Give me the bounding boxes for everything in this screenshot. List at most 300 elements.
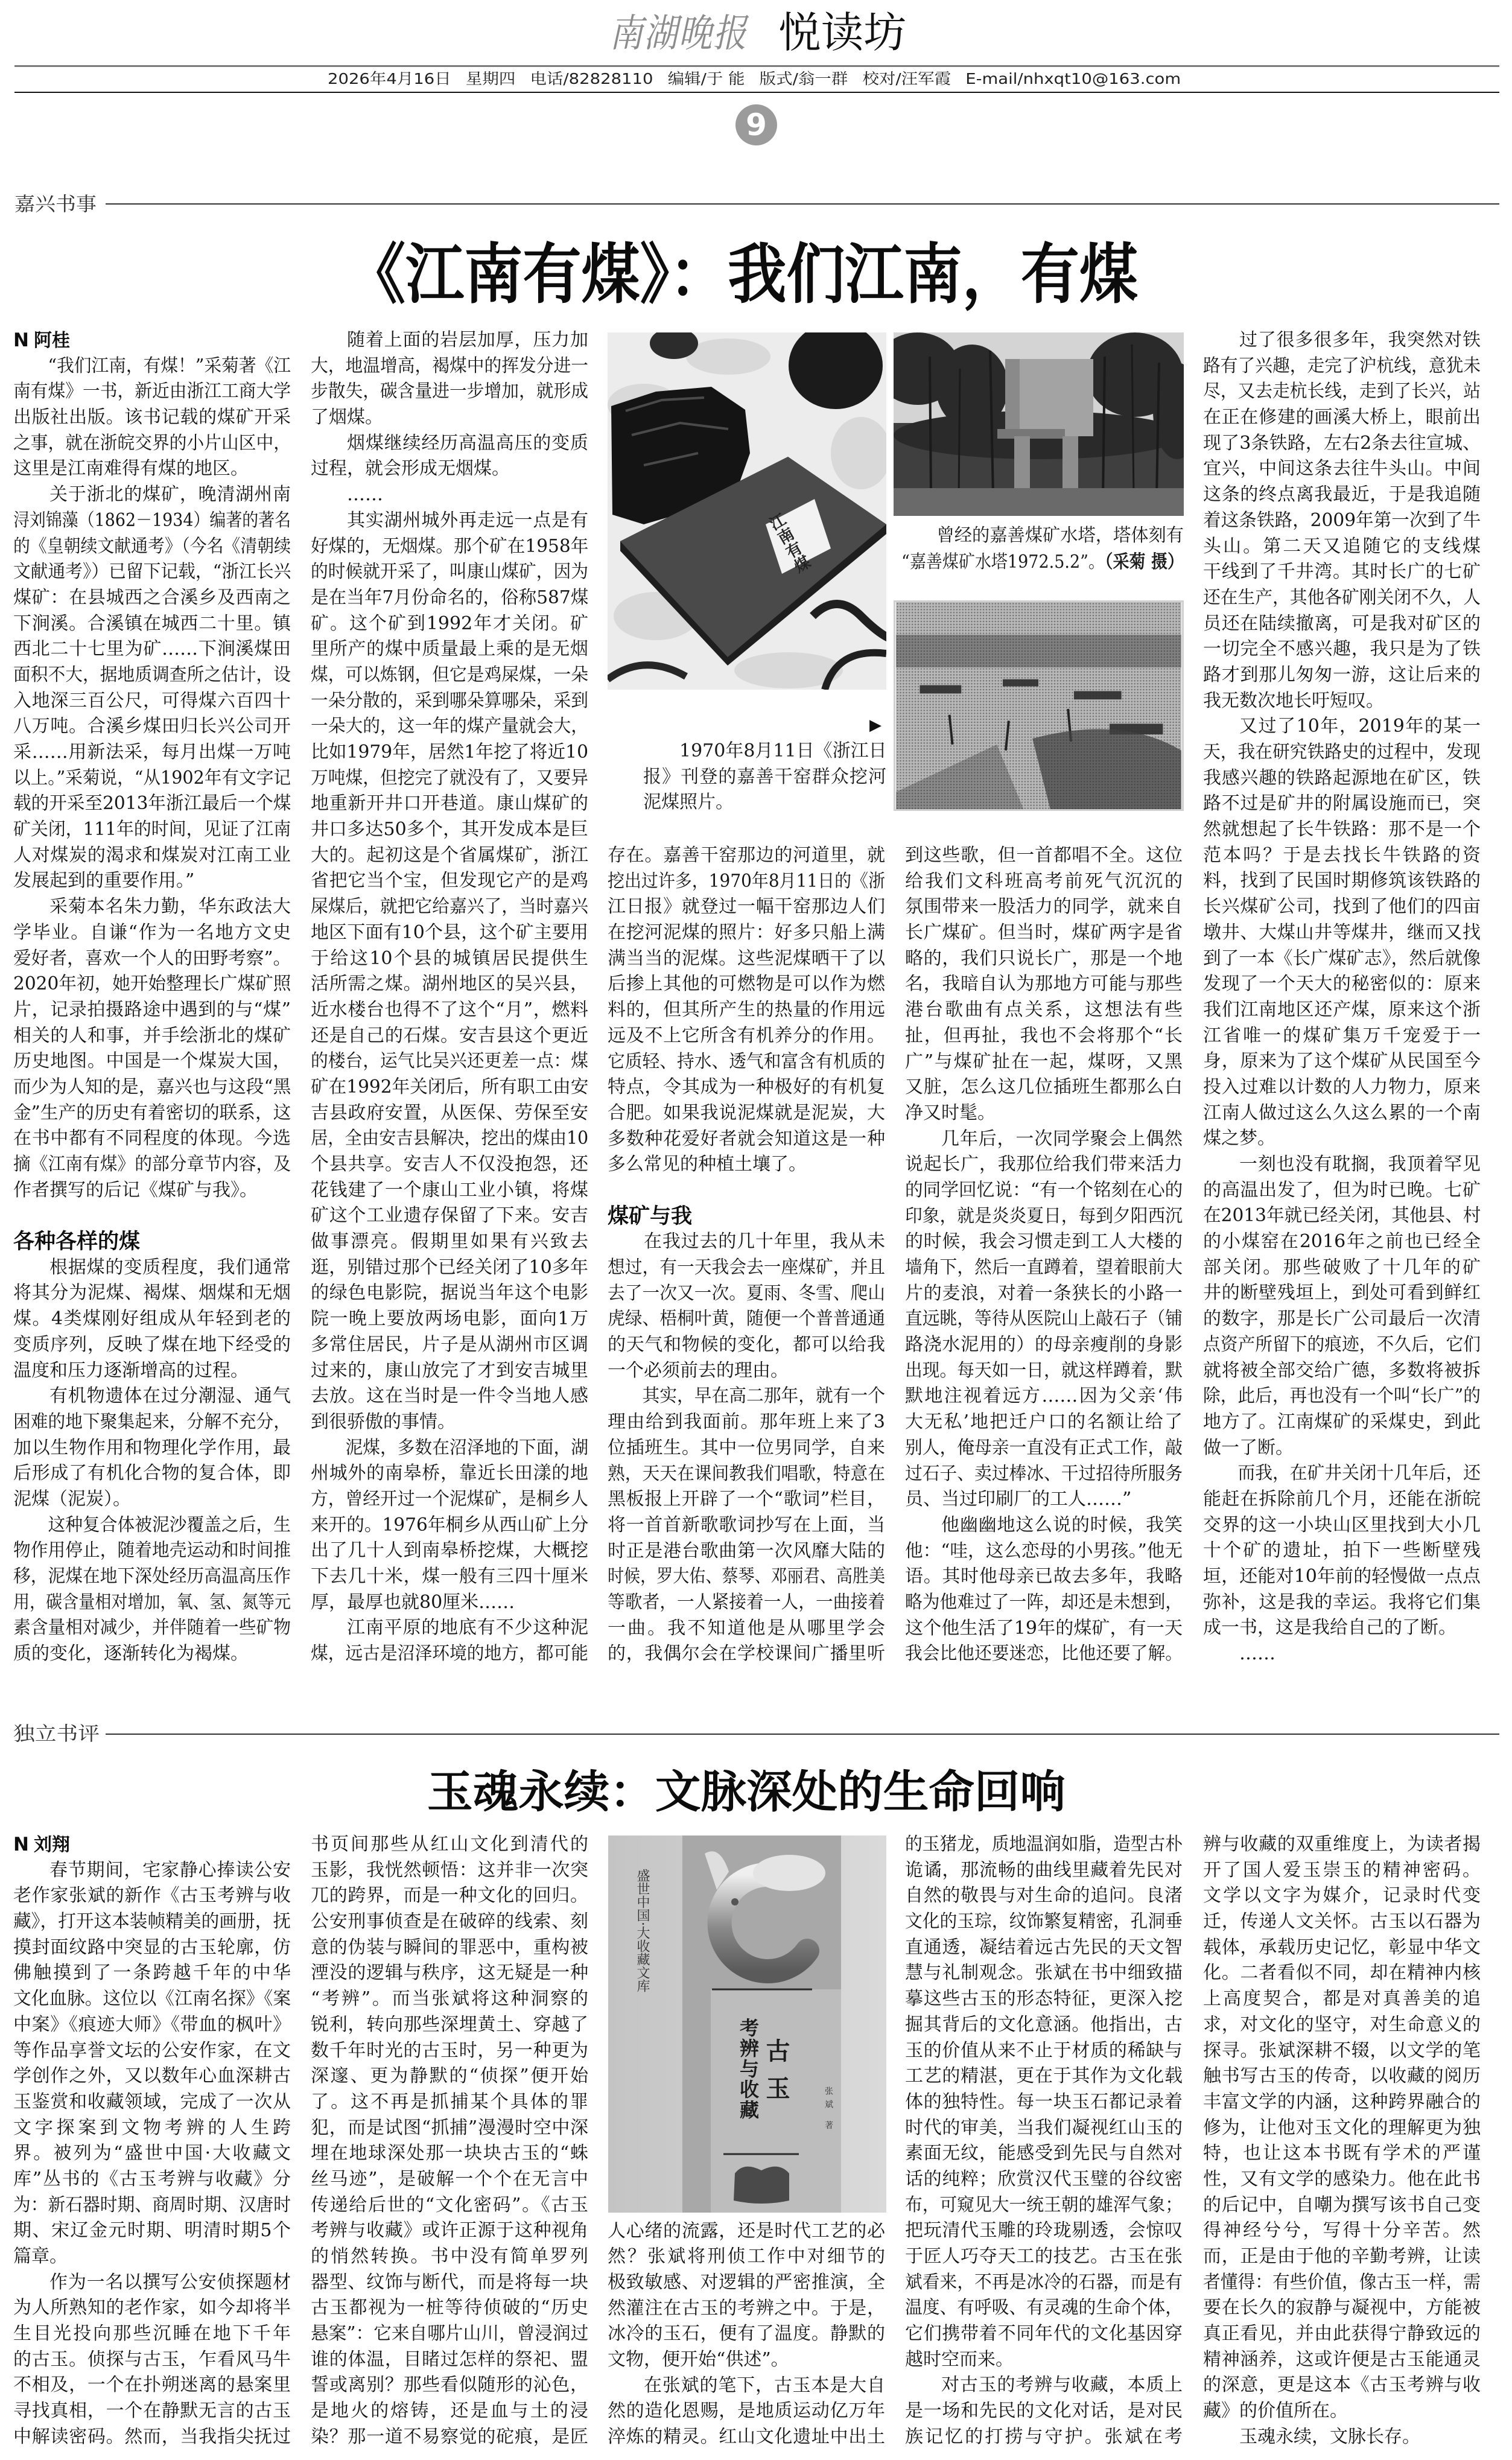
- text-line: 墙角下，然后一直蹲着，望着眼前大: [905, 1257, 1183, 1278]
- text-line: 说起长广，我那位给我们带来活力: [905, 1154, 1183, 1175]
- article-column-3: [608, 843, 885, 1667]
- paragraph: [311, 431, 588, 482]
- text-line: 来开的。1976年桐乡从西山矿上分: [311, 1514, 589, 1536]
- issue-info-line: [328, 71, 1181, 87]
- text-line: 矿这个工业遗存保留了下来。安吉: [311, 1205, 588, 1227]
- text-line: 篇章。: [13, 2246, 68, 2267]
- text-line: 掘其背后的文化意涵。他指出，古: [905, 2013, 1183, 2035]
- text-line: 过来的，康山放完了才到安吉城里: [311, 1359, 588, 1381]
- text-line: 头山。第二天又追随它的支线煤: [1203, 535, 1481, 557]
- text-line: 其实，早在高二那年，就有一个: [642, 1385, 885, 1407]
- text-line: 略为他难过了一阵，却还是未想到，: [905, 1591, 1183, 1613]
- text-line: 特点，令其成为一种极好的有机复: [608, 1076, 885, 1098]
- proofreader: 校对/汪军霞: [862, 70, 951, 87]
- text-line: 能赶在拆除前几个月，还能在浙皖: [1203, 1488, 1481, 1510]
- paragraph: [1203, 328, 1481, 714]
- paragraph: [311, 1615, 588, 1667]
- text-line: 干线到了千井湾。其时长广的七矿: [1203, 561, 1481, 583]
- masthead-rule-top: [14, 65, 1499, 67]
- paragraph: [13, 1384, 291, 1512]
- text-line: 十个矿的遗址，拍下一些断壁残: [1203, 1540, 1481, 1562]
- paragraph: [905, 1513, 1183, 1667]
- jade-figure: [734, 2167, 789, 2204]
- text-line: 是一场和先民的文化对话，是对民: [905, 2400, 1183, 2422]
- text-line: 居，全由安吉县解决，挖出的煤由10: [311, 1128, 589, 1149]
- text-line: 员还在陆续撤离，可是我对矿区的: [1203, 612, 1481, 634]
- text-line: 存在。嘉善干窑那边的河道里，就: [608, 845, 885, 866]
- text-line: 求，对文化的坚守，对生命意义的: [1203, 2013, 1481, 2035]
- paragraph: [608, 843, 885, 1178]
- text-line: 挖出过许多，1970年8月11日的《浙: [608, 870, 885, 892]
- text-line: 在挖河泥煤的照片：好多只船上满: [608, 922, 885, 944]
- text-line: 直通透，凝结着远古先民的天文智: [905, 1936, 1183, 1958]
- text-line: 意的伪装与瞬间的罪恶中，重构被: [311, 1936, 588, 1958]
- text-line: 给我们文科班高考前死气沉沉的: [905, 870, 1183, 892]
- text-line: 理由给到我面前。那年班上来了3: [608, 1411, 885, 1433]
- article-column-4: [905, 843, 1183, 1667]
- text-line: 员、当过印刷厂的工人……”: [905, 1489, 1132, 1510]
- text-line: 合肥。如果我说泥煤就是泥炭，大: [608, 1102, 885, 1124]
- text-line: 片，记录拍摄路途中遇到的与“煤”: [13, 999, 291, 1020]
- text-line: 位插班生。其中一位男同学，自来: [608, 1437, 885, 1458]
- text-line: 范本吗？于是去找长牛铁路的资: [1203, 844, 1481, 866]
- book-title: 古玉: [762, 2038, 790, 2113]
- text-line: 人对煤炭的渴求和煤炭对江南工业: [13, 844, 291, 866]
- text-line: 着这条铁路，2009年第一次到了牛: [1203, 509, 1481, 531]
- text-line: 了烟煤。: [311, 407, 383, 428]
- ellipsis: ……: [347, 484, 383, 506]
- text-line: 一刻也没有耽搁，我顶着罕见: [1239, 1154, 1481, 1175]
- text-line: 一朵大的，这一年的煤产量就会大，: [311, 716, 588, 737]
- text-line: 在张斌的笔下，古玉本是大自: [644, 2374, 885, 2396]
- text-line: 温度、有呼吸、有灵魂的生命个体，: [905, 2297, 1183, 2319]
- text-line: 好煤的，无烟煤。那个矿在1958年: [311, 535, 589, 557]
- text-line: 片的麦浪，对着一条狭长的小路一: [905, 1282, 1183, 1304]
- text-line: 想过，有一天我会去一座煤矿，并且: [608, 1257, 885, 1278]
- text-line: 这条的终点离我最近，于是我追随: [1203, 484, 1481, 506]
- text-line: 时代的审美，当我们凝视红山玉的: [905, 2117, 1183, 2138]
- text-line: 煤矿：在县城西之合溪乡及西南之: [13, 586, 291, 608]
- caption-line: 曾经的嘉善煤矿水塔，塔体刻有: [936, 525, 1184, 546]
- text-line: 埋在地球深处那一块块古玉的“蛛: [311, 2143, 588, 2164]
- text-line: 摹这些古玉的形态特征，更深入挖: [905, 1988, 1183, 2010]
- text-line: 的时候，我会习惯走到工人大楼的: [905, 1231, 1183, 1253]
- article-column-1: [13, 328, 291, 1667]
- text-line: 时正是港台歌曲第一次风靡大陆的: [608, 1540, 885, 1562]
- text-line: 藏》，打开这本装帧精美的画册，抚: [13, 1911, 291, 1933]
- text-line: 相关的人和事，并手绘浙北的煤矿: [13, 1025, 291, 1046]
- text-line: 泥煤（泥炭）。: [13, 1488, 131, 1510]
- text-line: 染？那一道不易察觉的砣痕，是匠: [311, 2426, 588, 2447]
- text-line: 公安刑事侦查是在破碎的线索、刻: [311, 1911, 588, 1933]
- text-line: 用，碳含量相对增加，氧、氢、氮等元: [13, 1591, 291, 1613]
- issue-weekday: 星期四: [465, 70, 516, 87]
- text-line: 广”与煤矿扯在一起，煤呀，又黑: [905, 1050, 1183, 1072]
- text-line: 库”丛书的《古玉考辨与收藏》分: [13, 2168, 291, 2190]
- text-line: 多数种花爱好者就会知道这是一种: [608, 1128, 885, 1149]
- byline-marker: N: [13, 329, 29, 351]
- subheading: 各种各样的煤: [13, 1230, 141, 1254]
- paragraph: [1203, 1832, 1481, 2424]
- caption-pointer-icon: ▶: [869, 716, 881, 734]
- text-line: 出版社出版。该书记载的煤矿开采: [13, 407, 291, 428]
- text-line: 期、宋辽金元时期、明清时期5个: [13, 2220, 291, 2242]
- text-line: 路才到那儿匆匆一游，这让后来的: [1203, 664, 1481, 685]
- text-line: 然？张斌将刑侦工作中对细节的: [608, 2246, 885, 2268]
- text-line: 文献通考》）已留下记载，“浙江长兴: [13, 561, 291, 583]
- paragraph: [13, 2270, 291, 2450]
- text-line: 去了一次又一次。夏雨、冬雪、爬山: [608, 1282, 885, 1304]
- text-line: 井的断壁残垣上，到处可看到鲜红: [1203, 1282, 1481, 1304]
- text-line: 屎煤后，就把它给嘉兴了，当时嘉兴: [311, 896, 588, 918]
- text-line: 大无私’地把迁户口的名额让给了: [905, 1411, 1183, 1433]
- text-line: 丝马迹”，是破解一个个在无言中: [311, 2168, 588, 2190]
- text-line: 素面无纹，能感受到先民与自然对: [905, 2143, 1183, 2164]
- paragraph: [905, 2373, 1183, 2450]
- text-line: 而我，在矿井关闭十几年后，还: [1237, 1463, 1481, 1484]
- text-line: 投入过难以计数的人力物力，原来: [1203, 1076, 1481, 1098]
- text-line: 这个他生活了19年的煤矿，有一天: [905, 1617, 1183, 1639]
- text-line: 的古玉。侦探与古玉，乍看风马牛: [13, 2348, 291, 2370]
- text-line: 移，泥煤在地下深处经历高温高压作: [13, 1566, 291, 1587]
- editor: 编辑/于 能: [667, 70, 745, 87]
- text-line: 去放。这在当时是一件令当地人感: [311, 1385, 588, 1407]
- text-line: 体的独特性。每一块玉石都记录着: [905, 2091, 1183, 2112]
- text-line: 誓或离别？那些看似随形的沁色，: [311, 2374, 588, 2396]
- text-line: 煤，远古是沼泽环境的地方，都可能: [311, 1643, 588, 1665]
- text-line: 历史地图。中国是一个煤炭大国，: [13, 1050, 291, 1072]
- text-line: 弥补，这是我的幸运。我将它们集: [1203, 1591, 1481, 1613]
- text-line: 下去几十米，煤一般有三四十厘米: [311, 1566, 588, 1587]
- text-line: 话的纯粹；欣赏汉代玉璧的谷纹密: [905, 2168, 1183, 2190]
- paragraph: [13, 1858, 291, 2270]
- text-line: 又脏，怎么这几位插班生都那么白: [905, 1076, 1183, 1098]
- text-line: 到这些歌，但一首都唱不全。这位: [905, 845, 1183, 866]
- text-line: 摸封面纹路中突显的古玉轮廓，仿: [13, 1936, 291, 1958]
- text-line: 采……用新法采，每月出煤一万吨: [13, 742, 291, 763]
- text-line: 而少为人知的是，嘉兴也与这段“黑: [13, 1076, 291, 1098]
- phone: 电话/82828110: [530, 70, 653, 87]
- text-line: 中案》《痕迹大师》《带血的枫叶》: [13, 2013, 291, 2035]
- text-line: 黑板报上开辟了一个“歌词”栏目，: [608, 1489, 885, 1510]
- text-line: 路不过是矿井的附属设施而已，突: [1203, 793, 1481, 815]
- text-line: 直远眺，等待从医院山上敲石子（铺: [905, 1308, 1183, 1330]
- text-line: 犯，而是试图“抓捕”漫漫时空中深: [311, 2117, 588, 2138]
- text-line: 江南人做过这么久这么累的一个南: [1203, 1102, 1481, 1124]
- text-line: 矿。这个矿到1992年才关闭。矿: [311, 612, 588, 634]
- text-line: 传递给后世的“文化密码”。《古玉: [311, 2194, 588, 2216]
- text-line: 爱好者，喜欢一个人的田野考察”。: [13, 947, 291, 969]
- article-column-1: [13, 1832, 291, 2450]
- text-line: “考辨”。而当张斌将这种洞察的: [311, 1988, 588, 2010]
- text-line: 除，此后，再也没有一个叫“长广”的: [1203, 1385, 1481, 1407]
- text-line: 满当当的泥煤。这些泥煤晒干了以: [608, 947, 885, 969]
- tower-leg: [1063, 436, 1078, 497]
- text-line: 煤。4类煤刚好组成从年轻到老的: [13, 1308, 291, 1330]
- text-line: 一朵分散的，采到哪朵算哪朵，采到: [311, 690, 588, 711]
- text-line: 春节期间，宅家静心捧读公安: [49, 1859, 291, 1881]
- text-line: 泥煤，多数在沼泽地的下面，湖: [345, 1437, 588, 1458]
- text-line: 远及不上它所含有机养分的作用。: [608, 1025, 885, 1046]
- text-line: 州城外的南皋桥，靠近长田漾的地: [311, 1463, 588, 1484]
- text-line: 兀的跨界，而是一种文化的回归。: [311, 1885, 588, 1907]
- text-line: 在书中都有不同程度的体现。今选: [13, 1128, 291, 1149]
- text-line: 辨与收藏的双重维度上，为读者揭: [1203, 1834, 1481, 1855]
- text-line: 还是自己的石煤。安吉县这个更近: [311, 1025, 588, 1046]
- text-line: 我感兴趣的铁路起源地在矿区，铁: [1203, 767, 1481, 789]
- article-title: 玉魂永续：文脉深处的生命回响: [427, 1766, 1066, 1818]
- text-line: 烟煤继续经历高温高压的变质: [347, 432, 588, 454]
- text-line: 万吨煤，但挖完了就没有了，又要异: [311, 767, 588, 789]
- paragraph: [1203, 714, 1481, 1152]
- text-line: 修为，让他对玉文化的理解更为独: [1203, 2117, 1481, 2138]
- text-line: 江省唯一的煤矿集万千宠爱于一: [1203, 1025, 1481, 1046]
- text-line: 扯，但再扯，我也不会将那个“长: [905, 1025, 1183, 1046]
- text-line: 藏》的价值所在。: [1203, 2400, 1348, 2422]
- channel-title: 悦读坊: [778, 8, 906, 57]
- text-line: 他幽幽地这么说的时候，我笑: [941, 1514, 1183, 1536]
- text-line: 尽，又去走杭长线，走到了长兴，站: [1203, 381, 1481, 402]
- section-label-book-review: 独立书评: [13, 1722, 100, 1745]
- text-line: 是地火的熔铸，还是血与土的浸: [311, 2400, 588, 2422]
- text-line: 玉影，我恍然顿悟：这并非一次突: [311, 1859, 588, 1881]
- text-line: 到了一本《长广煤矿志》，然后就像: [1203, 947, 1481, 969]
- text-line: 里所产的煤中质量最上乘的是无烟: [311, 638, 588, 660]
- text-line: 我们江南地区还产煤，原来这个浙: [1203, 999, 1481, 1020]
- text-line: 还在生产，其他各矿刚关闭不久，人: [1203, 586, 1481, 608]
- text-line: 物作用停止，随着地壳运动和时间推: [13, 1540, 291, 1562]
- paragraph: [311, 1832, 588, 2450]
- book-cover-image: [608, 1835, 886, 2213]
- text-line: 以上。”采菊说，“从1902年有文字记: [13, 767, 291, 789]
- text-line: 略的，我们只说长广，那是一个地: [905, 947, 1183, 969]
- text-line: 语。其时他母亲已故去多年，我略: [905, 1566, 1183, 1588]
- text-line: 有机物遗体在过分潮湿、通气: [49, 1385, 291, 1407]
- paragraph: [608, 1229, 885, 1384]
- text-line: 采菊本名朱力勤，华东政法大: [49, 896, 291, 918]
- text-line: 丰富文学的内涵，这种跨界融合的: [1203, 2091, 1481, 2112]
- text-line: 后掺上其他的可燃物是可以作为燃: [608, 973, 885, 995]
- section-rule: [106, 1734, 1499, 1735]
- paragraph: [608, 1384, 885, 1667]
- text-line: 天，我在研究铁路史的过程中，发现: [1203, 742, 1481, 763]
- text-line: 地区下面有10个县，这个矿主要用: [311, 921, 588, 943]
- text-line: 发现了一个天大的秘密似的：原来: [1203, 973, 1481, 995]
- text-line: 名，我暗自认为那地方可能与那些: [905, 973, 1183, 995]
- text-line: 料的，但其所产生的热量的作用远: [608, 999, 885, 1021]
- text-line: 南有煤》一书，新近由浙江工商大学: [13, 381, 291, 402]
- text-line: 矿关闭，111年的时间，见证了江南: [13, 819, 291, 841]
- text-line: 冰冷的玉石，便有了温度。静默的: [608, 2323, 885, 2345]
- text-line: 载体，承载历史记忆，彰显中华文: [1203, 1936, 1481, 1958]
- text-line: 一曲。我不知道他是从哪里学会: [608, 1617, 885, 1639]
- text-line: 默地注视着远方……因为父亲‘伟: [905, 1385, 1183, 1407]
- text-line: 于匠人巧夺天工的技艺。古玉在张: [905, 2246, 1183, 2267]
- text-line: 成一书，这是我给自己的了断。: [1203, 1617, 1456, 1639]
- text-line: 做一了断。: [1203, 1437, 1294, 1458]
- text-line: 等歌者，一人紧接着一人，一曲接着: [608, 1591, 885, 1613]
- text-line: 考辨与收藏》或许正源于这种视角: [311, 2220, 588, 2242]
- text-line: 他：“哇，这么恋母的小男孩。”他无: [905, 1540, 1183, 1562]
- text-line: 的悄然转换。书中没有简单罗列: [311, 2246, 588, 2267]
- text-line: 其实湖州城外再走远一点是有: [347, 509, 588, 531]
- text-line: 的高温出发了，但为时已晚。七矿: [1203, 1179, 1481, 1201]
- text-line: 性，又有文学的感染力。他在此书: [1203, 2168, 1481, 2190]
- text-line: 要在长久的寂静与凝视中，方能被: [1203, 2297, 1481, 2319]
- text-line: 困难的地下聚集起来，分解不充分，: [13, 1411, 291, 1432]
- caption-line: 1970年8月11日《浙江日: [679, 740, 887, 761]
- text-line: 省把它当个宝，但发现它产的是鸡: [311, 870, 588, 892]
- text-line: 的玉猪龙，质地温润如脂，造型古朴: [905, 1834, 1183, 1855]
- text-line: 别人，俺母亲一直没有正式工作，敲: [905, 1437, 1183, 1458]
- text-line: 入地深三百公尺，可得煤六百四十: [13, 690, 291, 711]
- text-line: 而，正是由于他的辛勤考辨，让读: [1203, 2246, 1481, 2267]
- text-line: 发展起到的重要作用。”: [13, 870, 195, 892]
- paragraph: [13, 894, 291, 1203]
- text-line: 身，原来为了这个煤矿从民国至今: [1203, 1050, 1481, 1072]
- text-line: 2020年初，她开始整理长广煤矿照: [13, 973, 291, 995]
- text-line: 个县共享。安吉人不仅没抱怨，还: [311, 1154, 588, 1175]
- text-line: 长广煤矿。但当时，煤矿两字是省: [905, 922, 1183, 944]
- text-line: 寻找真相，一个在静默无言的古玉: [13, 2400, 291, 2422]
- article-column-5: [1203, 328, 1481, 1667]
- paragraph: [905, 843, 1183, 1127]
- newspaper-logo: 南湖晚报: [609, 11, 748, 56]
- text-line: 过程，就会形成无烟煤。: [311, 458, 510, 480]
- tower-leg: [1014, 436, 1030, 497]
- text-line: 对古玉的考辨与收藏，本质上: [941, 2374, 1183, 2396]
- text-line: 井口多达50多个，其开发成本是巨: [311, 819, 588, 841]
- text-line: 文字探案到文物考辨的人生跨: [13, 2117, 291, 2138]
- text-line: 时候，罗大佑、蔡琴、邓丽君、高胜美: [608, 1566, 885, 1588]
- text-line: 素含量相对减少，并伴随着一些矿物: [13, 1617, 291, 1639]
- text-line: 工艺的精湛，更在于其作为文化载: [905, 2065, 1183, 2087]
- paragraph: [13, 1255, 291, 1384]
- text-line: 下涧溪。合溪镇在城西二十里。镇: [13, 612, 291, 634]
- text-line: 面积不大，据地质调查所之估计，设: [13, 664, 291, 685]
- text-line: 大的。起初这是个省属煤矿，浙江: [311, 844, 588, 866]
- text-line: 文物，便开始“供述”。: [608, 2348, 789, 2370]
- text-line: 将其分为泥煤、褐煤、烟煤和无烟: [13, 1282, 291, 1304]
- text-line: 为：新石器时期、商周时期、汉唐时: [13, 2194, 291, 2216]
- paragraph: [311, 328, 588, 431]
- text-line: 方，曾经开过一个泥煤矿，是桐乡人: [311, 1488, 588, 1510]
- text-line: 族记忆的打捞与守护。张斌在考: [905, 2426, 1183, 2447]
- text-line: 极致敏感、对逻辑的严密推演，全: [608, 2271, 885, 2293]
- text-line: 我会比他还要迷恋，比他还要了解。: [905, 1643, 1183, 1665]
- page-number-badge: 9: [735, 104, 777, 145]
- text-line: 温度和压力逐渐增高的过程。: [13, 1359, 249, 1381]
- water-tower-illustration: [894, 332, 1184, 516]
- text-line: 悬案”：它来自哪片山川，曾浸润过: [311, 2323, 589, 2345]
- text-line: 出现。每天如一日，就这样蹲着，默: [905, 1359, 1183, 1381]
- text-line: 煤之梦。: [1203, 1128, 1275, 1149]
- text-line: 逛，别错过那个已经关闭了10多年: [311, 1256, 588, 1278]
- text-line: 西北二十七里为矿……下涧溪煤田: [13, 638, 291, 660]
- text-line: 它们携带着不同年代的文化基因穿: [905, 2323, 1183, 2345]
- text-line: 文化血脉。这位以《江南名探》《案: [13, 1988, 291, 2010]
- text-line: 数千年时光的古玉时，另一种更为: [311, 2039, 588, 2061]
- text-line: 我无数次地长吁短叹。: [1203, 690, 1384, 711]
- paragraph: [608, 2373, 885, 2450]
- text-line: 地重新开井口开巷道。康山煤矿的: [311, 793, 588, 815]
- text-line: 矿在1992年关闭后，所有职工由安: [311, 1076, 589, 1098]
- text-line: 于给这10个县的城镇居民提供生: [311, 947, 588, 969]
- paragraph: [905, 1127, 1183, 1513]
- photo-coal-and-book: [608, 332, 886, 690]
- text-line: 宜兴，中间这条去往牛头山。中间: [1203, 458, 1481, 480]
- text-line: 谁的体温，目睹过怎样的祭祀、盟: [311, 2348, 588, 2370]
- caption-line: 泥煤照片。: [643, 792, 734, 813]
- text-line: 的天气和物候的变化，都可以给我: [608, 1334, 885, 1356]
- text-line: 一切完全不感兴趣，我只是为了铁: [1203, 638, 1481, 660]
- text-line: 的时候就开采了，叫康山煤矿，因为: [311, 561, 588, 583]
- text-line: 的《皇朝续文献通考》（今名《清朝续: [13, 535, 291, 557]
- text-line: 就将被全部交给广德，多数将被拆: [1203, 1359, 1481, 1381]
- photo-caption-newspaper: [643, 739, 886, 816]
- text-line: 的后记中，自嘲为撰写该书自己变: [1203, 2194, 1481, 2216]
- text-line: 多常住居民，片子是从湖州市区调: [311, 1333, 588, 1355]
- text-line: 慧与礼制观念。张斌在书中细致描: [905, 1962, 1183, 1984]
- text-line: 做事漂亮。假期里如果有兴致去: [311, 1231, 588, 1253]
- photo-credit: （采菊 摄）: [1105, 551, 1184, 573]
- email: E-mail/nhxqt10@163.com: [965, 70, 1181, 87]
- text-line: 路有了兴趣，走完了沪杭线，意犹未: [1203, 355, 1481, 377]
- text-line: 化。二者看似不同，却在精神内核: [1203, 1962, 1481, 1984]
- text-line: 随着上面的岩层加厚，压力加: [347, 329, 588, 351]
- layout-designer: 版式/翁一群: [759, 70, 848, 87]
- text-line: 墩井、大煤山井等煤井，继而又找: [1203, 921, 1481, 943]
- book-label-text: 江南有煤: [764, 510, 813, 577]
- text-line: 港台歌曲有点关系，这想法有些: [905, 999, 1183, 1021]
- text-line: 布，可窥见大一统王朝的雄浑气象；: [905, 2194, 1183, 2216]
- text-line: 厚，最厚也就80厘米……: [311, 1591, 515, 1613]
- text-line: 中解读密码。然而，当我指尖抚过: [13, 2426, 291, 2447]
- text-line: 作者撰写的后记《煤矿与我》。: [13, 1179, 258, 1201]
- caption-line: 报》刊登的嘉善干窑群众挖河: [643, 766, 886, 787]
- text-line: 越时空而来。: [905, 2348, 1014, 2370]
- paragraph: [311, 508, 588, 1435]
- ellipsis: ……: [1239, 1643, 1275, 1665]
- text-line: 学创作之外，又以数年心血深耕古: [13, 2065, 291, 2087]
- text-line: 然就想起了长牛铁路：那不是一个: [1203, 819, 1481, 841]
- text-line: 这里是江南难得有煤的地区。: [13, 458, 249, 480]
- text-line: 真正看见，并由此获得宁静致远的: [1203, 2323, 1481, 2345]
- text-line: 吉县政府安置，从医保、劳保至安: [311, 1102, 588, 1124]
- text-line: 载的开采至2013年浙江最后一个煤: [13, 793, 291, 815]
- text-line: 八万吨。合溪乡煤田归长兴公司开: [13, 716, 291, 737]
- text-line: 几年后，一次同学聚会上偶然: [941, 1128, 1183, 1149]
- text-line: 的同学回忆说：“有一个铭刻在心的: [905, 1179, 1183, 1201]
- text-line: 然的造化恩赐，是地质运动亿万年: [608, 2400, 885, 2422]
- section-label-jiaxing-books: 嘉兴书事: [14, 192, 97, 215]
- text-line: 浔刘锦藻（1862－1934）编著的著名: [13, 509, 291, 531]
- paragraph: [1203, 1461, 1481, 1641]
- text-line: 过了很多很多年，我突然对铁: [1239, 329, 1481, 351]
- text-line: 活所需之煤。湖州地区的吴兴县，: [311, 973, 588, 995]
- text-line: 净又时髦。: [905, 1102, 996, 1124]
- text-line: 摘《江南有煤》的部分章节内容，及: [13, 1154, 291, 1175]
- text-line: 氛围带来一股活力的同学，就来自: [905, 896, 1183, 918]
- article-column-4: [905, 1832, 1183, 2450]
- text-line: 的，我偶尔会在学校课间广播里听: [608, 1643, 885, 1665]
- masthead-rule-bottom: [14, 92, 1499, 93]
- photo-newspaper-clipping: [894, 600, 1184, 811]
- photo-caption-water-tower: [901, 523, 1184, 576]
- paragraph: [1203, 1152, 1481, 1461]
- article-column-2: [311, 1832, 588, 2450]
- text-line: “我们江南，有煤！”采菊著《江: [48, 355, 291, 377]
